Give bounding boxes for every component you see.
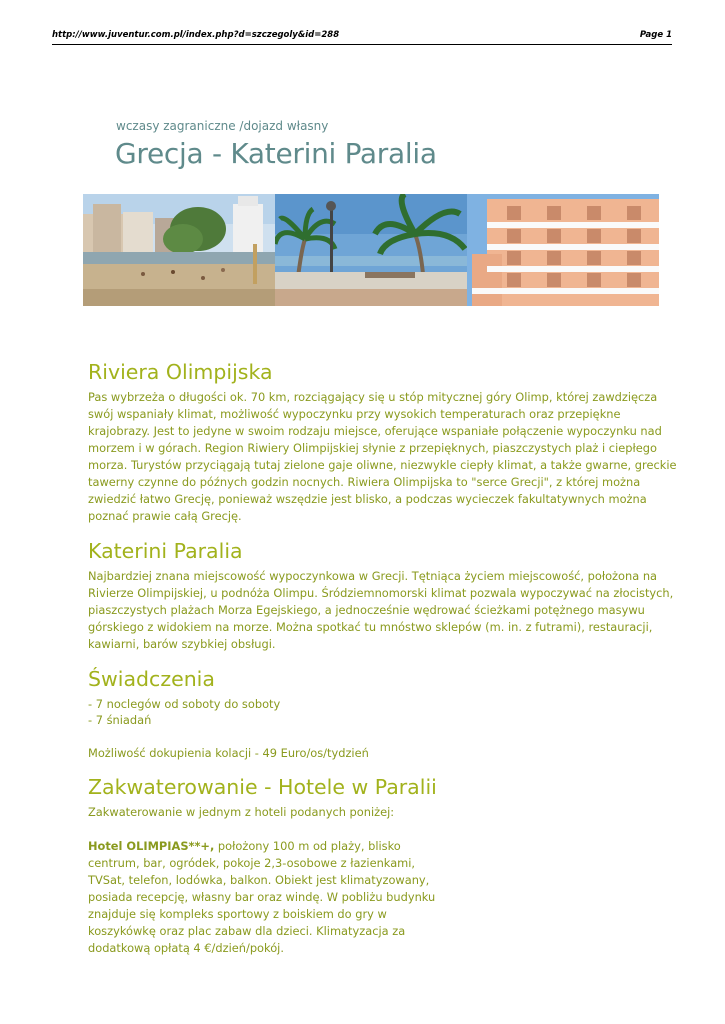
hotel-name: Hotel OLIMPIAS**+,	[88, 839, 215, 853]
page-number: Page 1	[639, 30, 672, 40]
hotel-building-photo	[467, 194, 659, 306]
content	[88, 360, 678, 971]
benefits-note: Możliwość dokupienia kolacji - 49 Euro/os/tydzień	[88, 746, 369, 760]
print-header	[52, 30, 672, 45]
print-url: http://www.juventur.com.pl/index.php?d=szczegoly&id=288	[52, 30, 340, 40]
section-title-katerini: Katerini Paralia	[88, 539, 243, 563]
section-katerini	[88, 539, 678, 653]
section-text-riviera: Pas wybrzeża o długości ok. 70 km, rozciągający się u stóp mitycznej góry Olimp, której zawdzięcza swój wspaniały klimat, możliwość wypoczynku przy wysokich temperaturach oraz przepiękne krajobrazy. Jest to jedyne w swoim rodzaju miejsce, oferujące wspaniałe połączenie wypoczynku nad morzem i w górach. Region Riwiery Olimpijskiej słynie z przepięknych, piaszczystych plaż i ciepłego morza. Turystów przyciągają tutaj zielone gaje oliwne, niezwykle ciepły klimat, a także gwarne, greckie tawerny czynne do późnych godzin nocnych. Riwiera Olimpijska to "serce Grecji", z której można zwiedzić łatwo Grecję, ponieważ wszędzie jest blisko, a podczas wycieczek fakultatywnych można poznać prawie całą Grecję.	[88, 390, 677, 523]
photo-strip	[83, 194, 659, 306]
list-item: - 7 śniadań	[88, 713, 152, 727]
section-title-benefits: Świadczenia	[88, 667, 215, 691]
hotel-description	[88, 838, 448, 957]
beach-photo	[83, 194, 275, 306]
list-item: - 7 noclegów od soboty do soboty	[88, 697, 281, 711]
promenade-palms-photo	[275, 194, 467, 306]
accommodation-intro: Zakwaterowanie w jednym z hoteli podanych poniżej:	[88, 805, 395, 819]
page-title: Grecja - Katerini Paralia	[115, 137, 437, 170]
section-benefits	[88, 667, 678, 761]
section-text-katerini: Najbardziej znana miejscowość wypoczynkowa w Grecji. Tętniąca życiem miejscowość, położona na Rivierze Olimpijskiej, u podnóża Olimpu. Śródziemnomorski klimat pozwala wypoczywać na złocistych, piaszczystych plażach Morza Egejskiego, a jednocześnie wędrować ścieżkami potężnego masywu górskiego z widokiem na morze. Można spotkać tu mnóstwo sklepów (m. in. z futrami), restauracji, kawiarni, barów szybkiej obsługi.	[88, 569, 674, 651]
section-riviera	[88, 360, 678, 525]
category-label: wczasy zagraniczne /dojazd własny	[116, 119, 329, 133]
hotel-text: położony 100 m od plaży, blisko centrum, bar, ogródek, pokoje 2,3-osobowe z łazienkami, TVSat, telefon, lodówka, balkon. Obiekt jest klimatyzowany, posiada recepcję, własny bar oraz windę. W pobliżu budynku znajduje się kompleks sportowy z boiskiem do gry w koszykówkę oraz plac zabaw dla dzieci. Klimatyzacja za dodatkową opłatą 4 €/dzień/pokój.	[88, 839, 436, 955]
section-title-accommodation: Zakwaterowanie - Hotele w Paralii	[88, 775, 437, 799]
section-title-riviera: Riviera Olimpijska	[88, 360, 273, 384]
section-accommodation	[88, 775, 678, 957]
